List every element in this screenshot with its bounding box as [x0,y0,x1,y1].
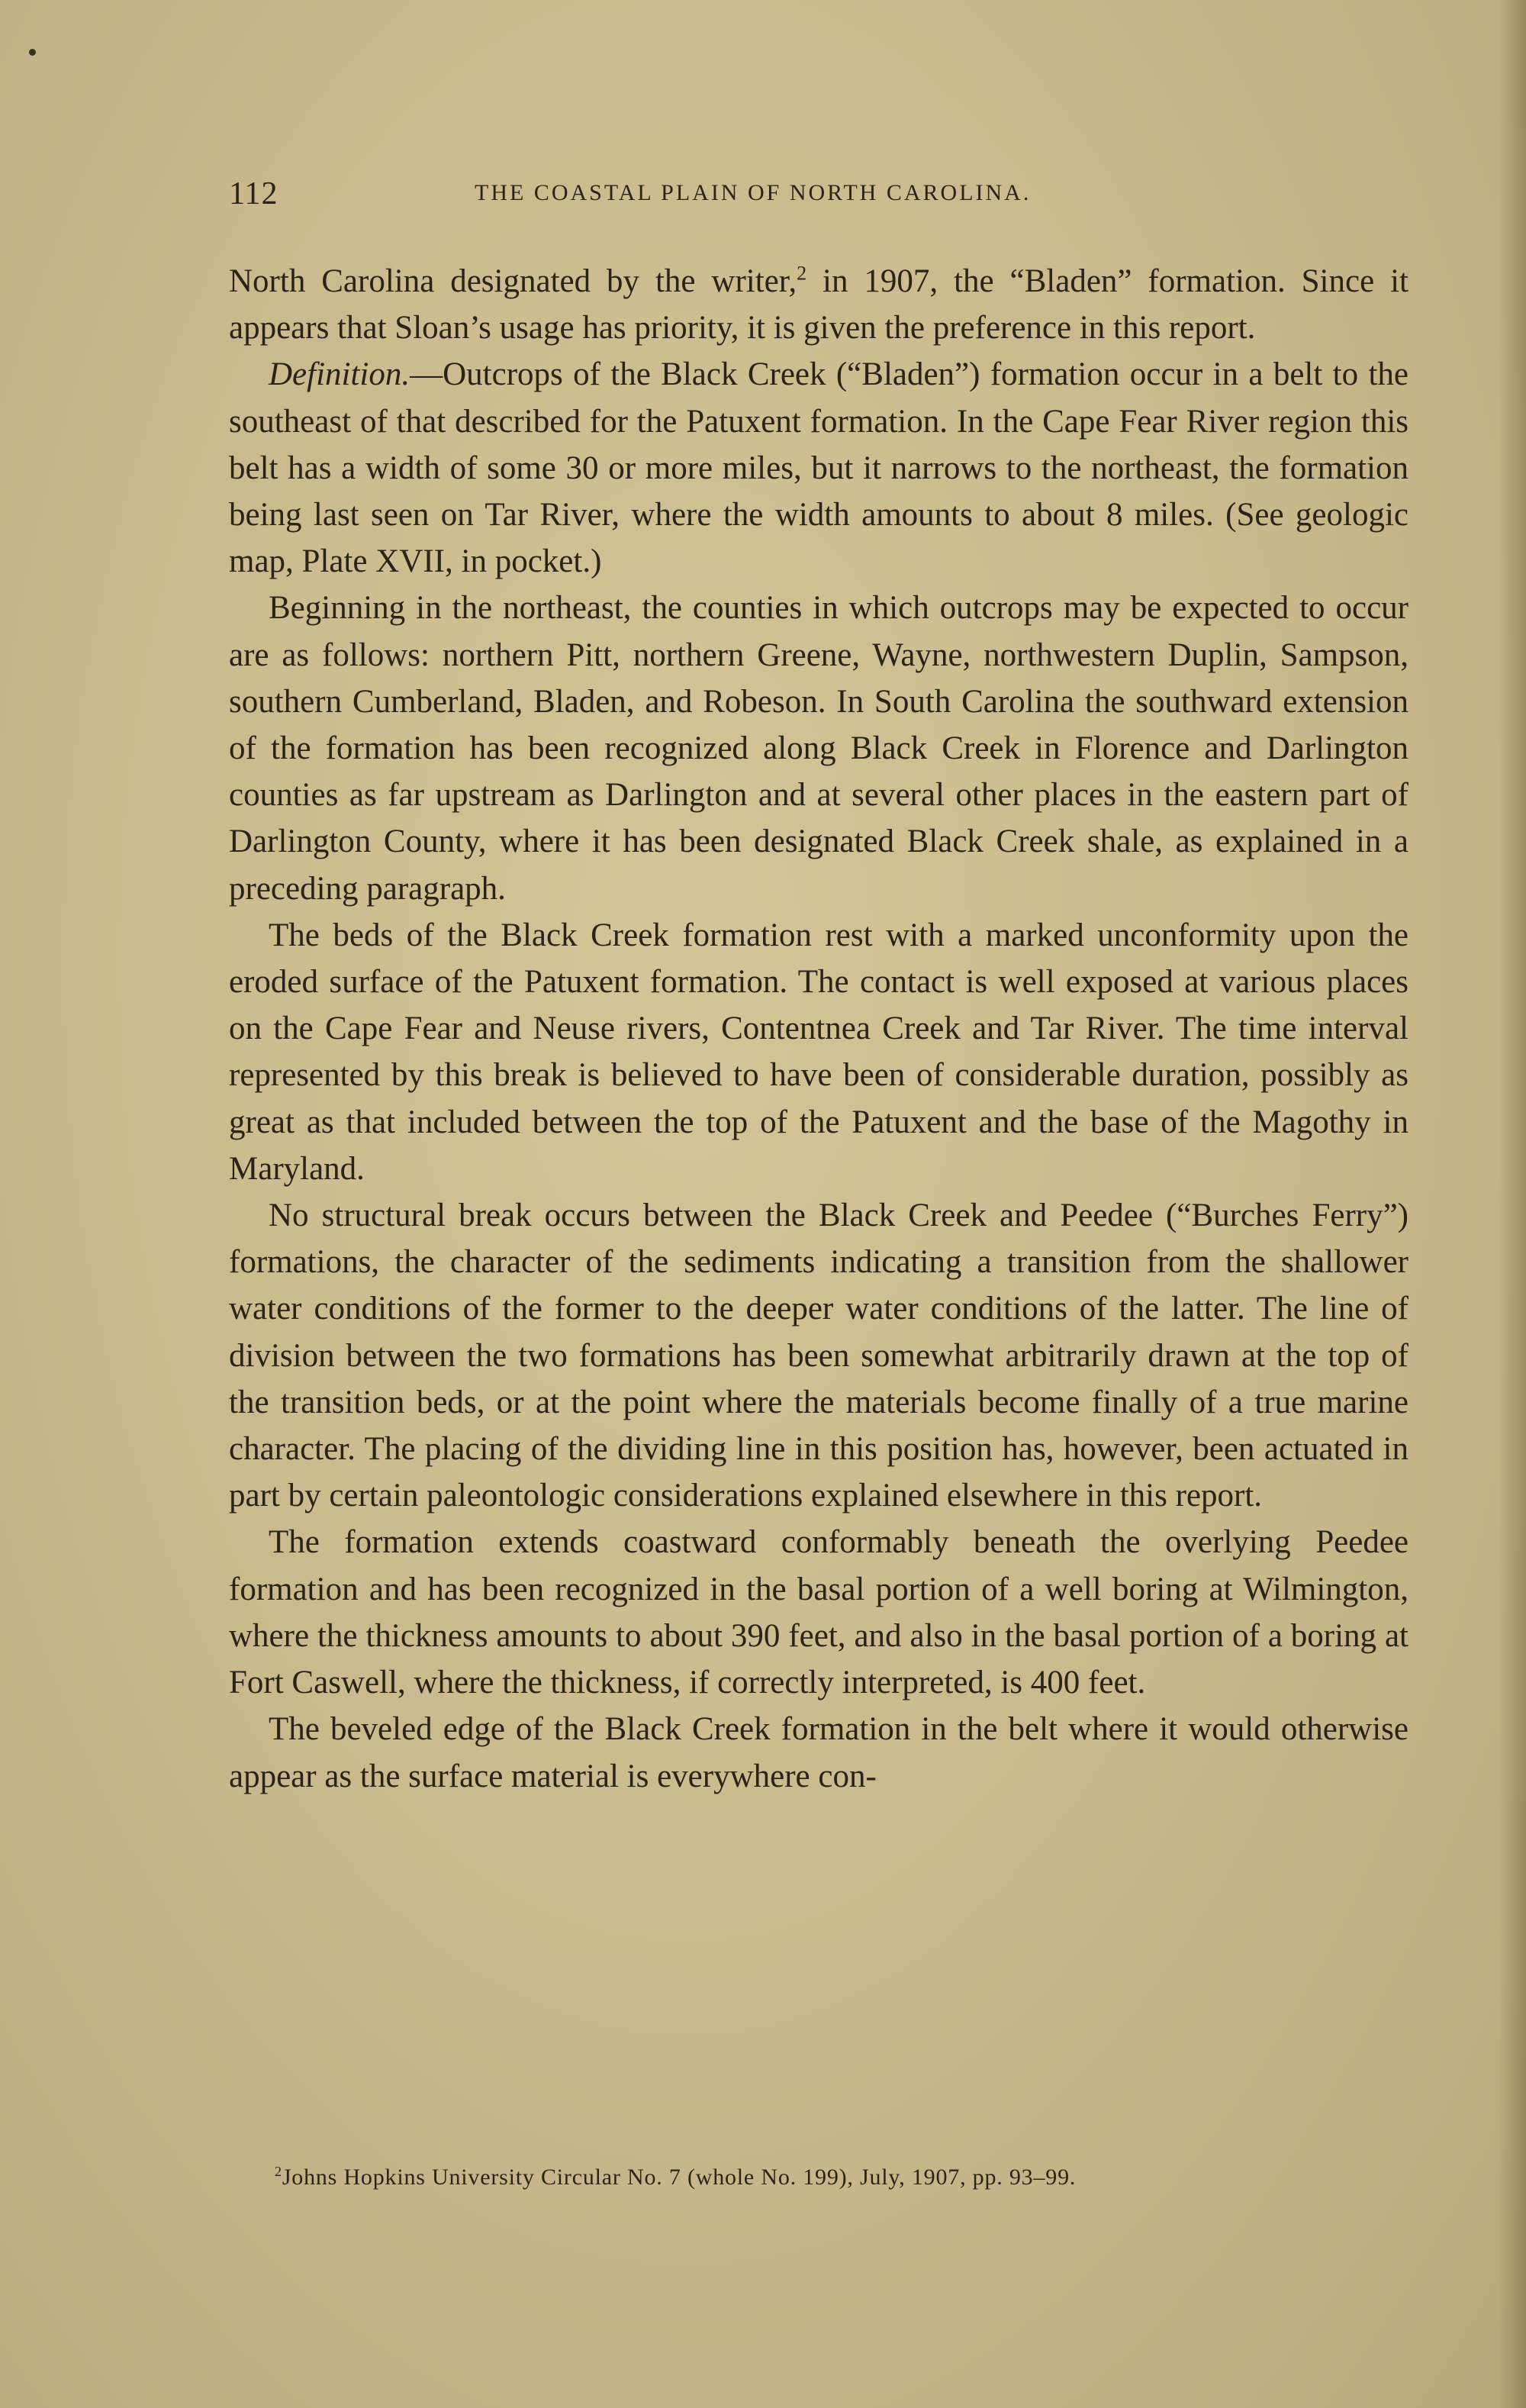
paper-speck [29,49,36,56]
paragraph-counties: Beginning in the northeast, the counties in which outcrops may be expected to occur are as follows: northern Pitt, northern Greene, Wayne, northwestern Duplin, Sampson, southern Cumberland, Bladen, and Robeson. In South Carolina the southward extension of the formation has been recognized along Black Creek in Florence and Darlington counties as far upstream as Darlington and at several other places in the eastern part of Darlington County, where it has been designated Black Creek shale, as explained in a preceding paragraph. [229,590,1408,907]
page-number: 112 [229,176,278,211]
paragraph-unconformity: The beds of the Black Creek formation rest with a marked unconformity upon the eroded surface of the Patuxent formation. The contact is well exposed at various places on the Cape Fear and Neuse rivers, Contentnea Creek and Tar River. The time interval represented by this break is believed to have been of considerable duration, possibly as great as that included between the top of the Patuxent and the base of the Magothy in Maryland. [229,917,1408,1187]
footnote-reference: 2 [797,262,807,285]
page-header [229,172,1404,218]
paragraph-definition: Definition.—Outcrops of the Black Creek (“Bladen”) formation occur in a belt to the southeast of that described for the Patuxent formation. In the Cape Fear River region this belt has a width of some 30 or more miles, but it narrows to the northeast, the formation being last seen on Tar River, where the width amounts to about 8 miles. (See geologic map, Plate XVII, in pocket.) [229,356,1408,580]
paragraph-1: North Carolina designated by the writer,$^2$ in 1907, the “Bladen” formation. Since it appears that Sloan’s usage has priority, it is given the preference in this report. [229,262,1408,347]
paragraph-coastward-extent: The formation extends coastward conformably beneath the overlying Peedee formation and has been recognized in the basal portion of a well boring at Wilmington, where the thickness amounts to about 390 feet, and also in the basal portion of a boring at Fort Caswell, where the thickness, if correctly interpreted, is 400 feet. [229,1524,1408,1701]
running-head: THE COASTAL PLAIN OF NORTH CAROLINA. [475,180,1032,205]
footnote-text: Johns Hopkins University Circular No. 7 (whole No. 199), July, 1907, pp. 93–99. [282,2165,1077,2190]
footnote [275,2165,1404,2190]
page-edge-shadow [1499,0,1526,2408]
footnote-marker: 2 [275,2164,282,2179]
definition-lead-in: Definition. [269,356,410,393]
paragraph-peedee-transition: No structural break occurs between the Black Creek and Peedee (“Burches Ferry”) formations, the character of the sediments indicating a transition from the shallower water conditions of the former to the deeper water conditions of the latter. The line of division between the two formations has been somewhat arbitrarily drawn at the top of the transition beds, or at the point where the materials become finally of a true marine character. The placing of the dividing line in this position has, however, been actuated in part by certain paleontologic considerations explained elsewhere in this report. [229,1198,1408,1514]
body-text [229,258,1408,1800]
paragraph-beveled-edge: The beveled edge of the Black Creek formation in the belt where it would otherwise appear as the surface material is everywhere con- [229,1711,1408,1794]
